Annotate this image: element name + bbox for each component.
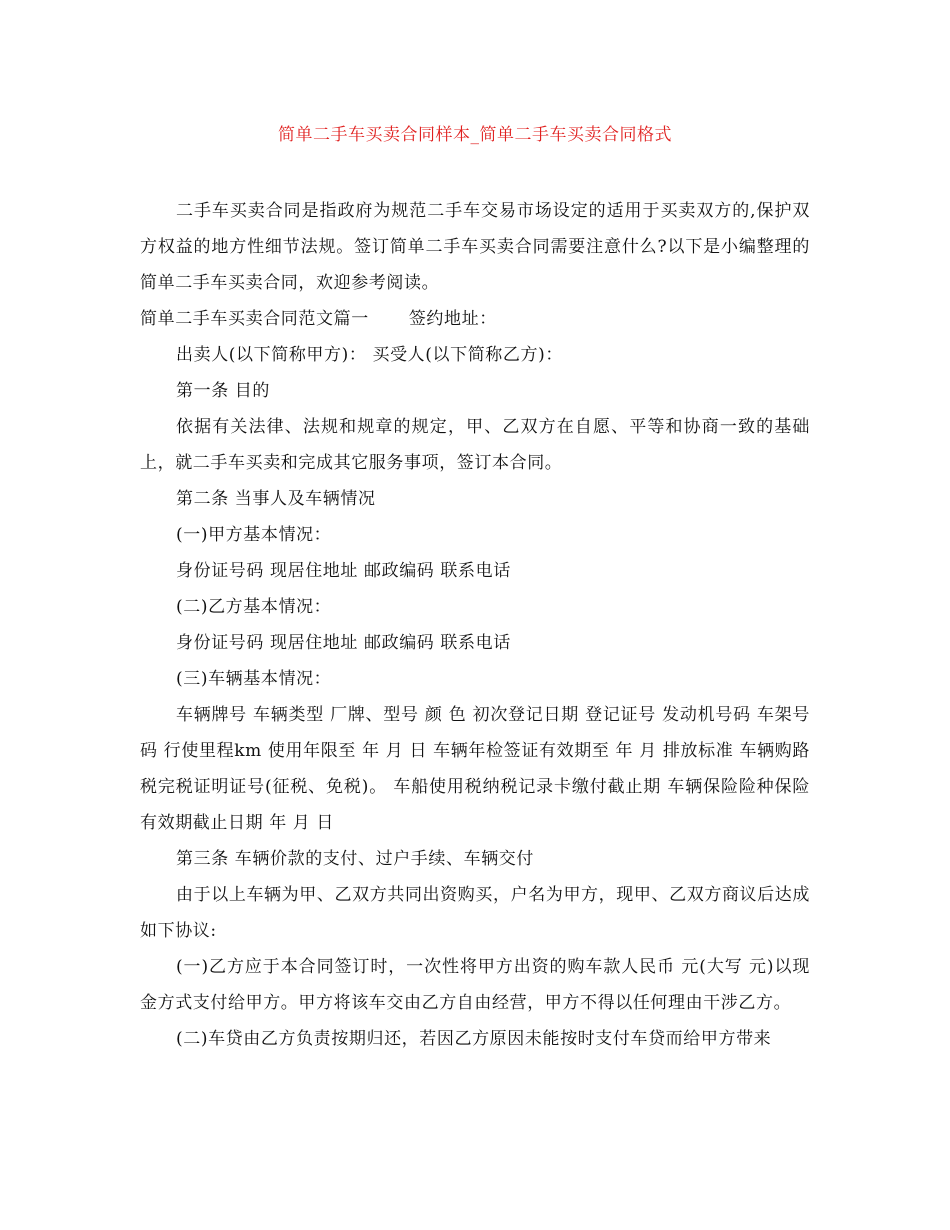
party-b-info-fields: 身份证号码 现居住地址 邮政编码 联系电话 — [176, 633, 511, 653]
article-2-heading: 第二条 当事人及车辆情况 — [176, 489, 376, 509]
section-heading: 简单二手车买卖合同范文篇一 — [140, 309, 369, 329]
signing-address-label: 签约地址： — [408, 309, 497, 329]
party-a-info-fields: 身份证号码 现居住地址 邮政编码 联系电话 — [176, 561, 511, 581]
article-3-clause-1: (一)乙方应于本合同签订时，一次性将甲方出资的购车款人民币 元(大写 元)以现金方式支付给甲方。甲方将该车交由乙方自由经营，甲方不得以任何理由干涉乙方。 — [140, 957, 810, 1013]
document-title: 简单二手车买卖合同样本_简单二手车买卖合同格式 — [278, 125, 672, 145]
article-3-intro: 由于以上车辆为甲、乙双方共同出资购买，户名为甲方，现甲、乙双方商议后达成如下协议: — [140, 885, 810, 941]
vehicle-info-heading: (三)车辆基本情况： — [176, 669, 332, 689]
article-3-heading: 第三条 车辆价款的支付、过户手续、车辆交付 — [176, 849, 535, 869]
parties-line: 出卖人(以下简称甲方)： 买受人(以下简称乙方)： — [176, 345, 563, 365]
article-1-heading: 第一条 目的 — [176, 381, 271, 401]
document-body — [140, 193, 810, 1057]
vehicle-info-fields: 车辆牌号 车辆类型 厂牌、型号 颜 色 初次登记日期 登记证号 发动机号码 车架号码 行使里程km 使用年限至 年 月 日 车辆年检签证有效期至 年 月 排放标准 车辆购路税完税证明证号(征税、免税)。 车船使用税纳税记录卡缴付截止期 车辆保险险种保险有效期截止日期 年 月 日 — [140, 705, 810, 833]
article-1-text: 依据有关法律、法规和规章的规定，甲、乙双方在自愿、平等和协商一致的基础上，就二手车买卖和完成其它服务事项，签订本合同。 — [140, 417, 810, 473]
party-a-info-heading: (一)甲方基本情况： — [176, 525, 332, 545]
article-3-clause-2: (二)车贷由乙方负责按期归还，若因乙方原因未能按时支付车贷而给甲方带来 — [176, 1029, 772, 1049]
section-heading-line — [140, 301, 810, 337]
intro-paragraph: 二手车买卖合同是指政府为规范二手车交易市场设定的适用于买卖双方的,保护双方权益的地方性细节法规。签订简单二手车买卖合同需要注意什么?以下是小编整理的简单二手车买卖合同，欢迎参考阅读。 — [140, 201, 810, 293]
party-b-info-heading: (二)乙方基本情况： — [176, 597, 332, 617]
